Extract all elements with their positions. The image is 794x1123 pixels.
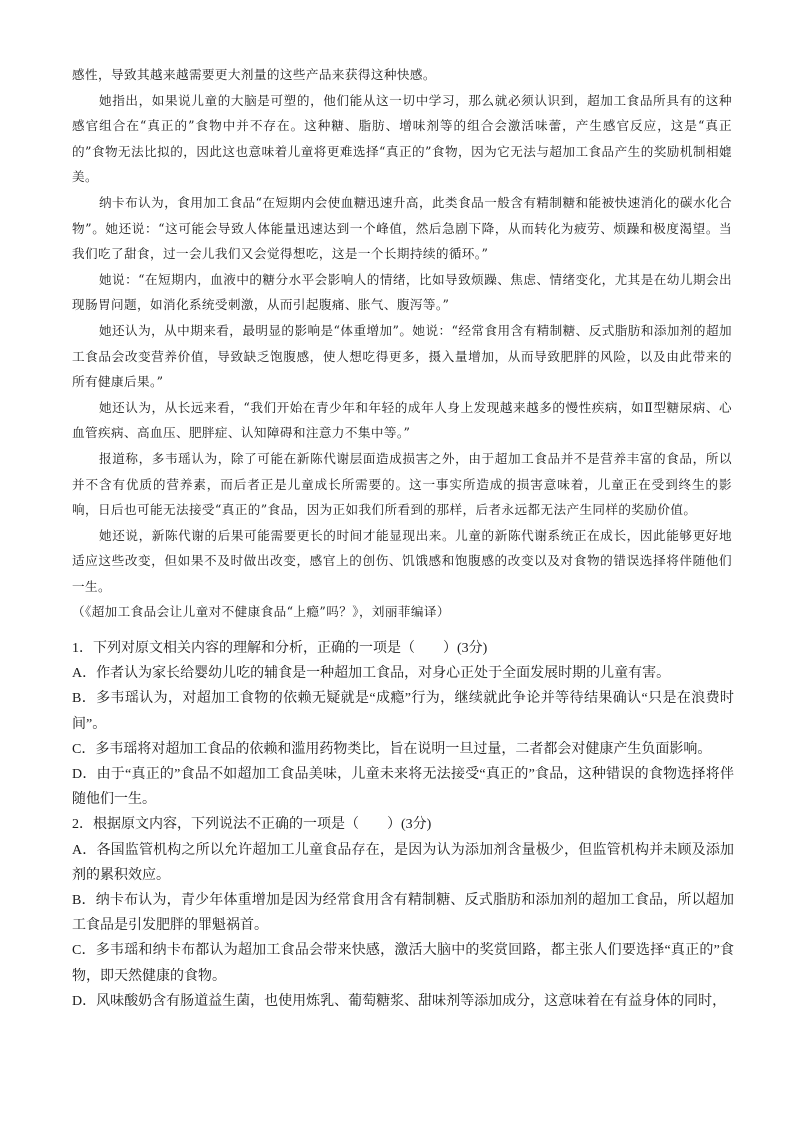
- question-2-option-d: D．风味酸奶含有肠道益生菌，也使用炼乳、葡萄糖浆、甜味剂等添加成分，这意味着在有益身体的同时，: [72, 993, 727, 1009]
- question-2-option-a: A．各国监管机构之所以允许超加工儿童食品存在，是因为认为添加剂含量极少，但监管机构并未顾及添加剂的累积效应。: [72, 842, 734, 883]
- question-1-option-d: D．由于“真正的”食品不如超加工食品美味，儿童未来将无法接受“真正的”食品，这种错误的食物选择将伴随他们一生。: [72, 767, 734, 808]
- article-paragraph-3: 纳卡布认为，食用加工食品“在短期内会使血糖迅速升高，此类食品一般含有精制糖和能被快速消化的碳水化合物”。她还说：“这可能会导致人体能量迅速达到一个峰值，然后急剧下降，从而转化为疲劳、烦躁和极度渴望。当我们吃了甜食，过一会儿我们又会觉得想吃，这是一个长期持续的循环。”: [72, 194, 732, 262]
- article-paragraph-1: 感性，导致其越来越需要更大剂量的这些产品来获得这种快感。: [72, 67, 436, 82]
- question-1-option-c: C．多韦瑶将对超加工食品的依赖和滥用药物类比，旨在说明一旦过量，二者都会对健康产生负面影响。: [72, 741, 712, 757]
- question-2-option-c: C．多韦瑶和纳卡布都认为超加工食品会带来快感，激活大脑中的奖赏回路，都主张人们要选择“真正的”食物，即天然健康的食物。: [72, 943, 734, 984]
- article-paragraph-4: 她说：“在短期内，血液中的糖分水平会影响人的情绪，比如导致烦躁、焦虑、情绪变化，尤其是在幼儿期会出现肠胃问题，如消化系统受刺激，从而引起腹痛、胀气、腹泻等。”: [72, 271, 732, 313]
- question-2-option-b: B．纳卡布认为，青少年体重增加是因为经常食用含有精制糖、反式脂肪和添加剂的超加工食品，所以超加工食品是引发肥胖的罪魁祸首。: [72, 893, 734, 934]
- question-1-option-b: B．多韦瑶认为，对超加工食物的依赖无疑就是“成瘾”行为，继续就此争论并等待结果确认“只是在浪费时间”。: [72, 691, 734, 732]
- question-2-stem: 2．根据原文内容，下列说法不正确的一项是（ ）(3分): [72, 817, 432, 833]
- question-1-stem: 1．下列对原文相关内容的理解和分析，正确的一项是（ ）(3分): [72, 641, 488, 656]
- question-section: [72, 636, 734, 1014]
- article-paragraph-7: 报道称，多韦瑶认为，除了可能在新陈代谢层面造成损害之外，由于超加工食品并不是营养丰富的食品，所以并不含有优质的营养素，而后者正是儿童成长所需要的。这一事实所造成的损害意味着，儿童正在受到终生的影响，日后也可能无法接受“真正的”食品，因为正如我们所看到的那样，后者永远都无法产生同样的奖励价值。: [72, 450, 732, 518]
- article-source-citation: （《超加工食品会让儿童对不健康食品“上瘾”吗？》，刘丽菲编译）: [72, 604, 450, 620]
- article-paragraph-8: 她还说，新陈代谢的后果可能需要更长的时间才能显现出来。儿童的新陈代谢系统正在成长，因此能够更好地适应这些改变，但如果不及时做出改变，感官上的创伤、饥饿感和饱腹感的改变以及对食物的错误选择将伴随他们一生。: [72, 527, 732, 594]
- article-paragraph-5: 她还认为，从中期来看，最明显的影响是“体重增加”。她说：“经常食用含有精制糖、反式脂肪和添加剂的超加工食品会改变营养价值，导致缺乏饱腹感，使人想吃得更多，摄入量增加，从而导致肥胖的风险，以及由此带来的所有健康后果。”: [72, 322, 732, 390]
- article-paragraph-2: 她指出，如果说儿童的大脑是可塑的，他们能从这一切中学习，那么就必须认识到，超加工食品所具有的这种感官组合在“真正的”食物中并不存在。这种糖、脂肪、增味剂等的组合会激活味蕾，产生感官反应，这是“真正的”食物无法比拟的，因此这也意味着儿童将更难选择“真正的”食物，因为它无法与超加工食品产生的奖励机制相媲美。: [72, 92, 732, 185]
- question-1-option-a: A．作者认为家长给婴幼儿吃的辅食是一种超加工食品，对身心正处于全面发展时期的儿童有害。: [72, 666, 671, 682]
- article-paragraph-6: 她还认为，从长远来看，“我们开始在青少年和年轻的成年人身上发现越来越多的慢性疾病，如Ⅱ型糖尿病、心血管疾病、高血压、肥胖症、认知障碍和注意力不集中等。”: [72, 399, 732, 441]
- article-body: [72, 62, 732, 625]
